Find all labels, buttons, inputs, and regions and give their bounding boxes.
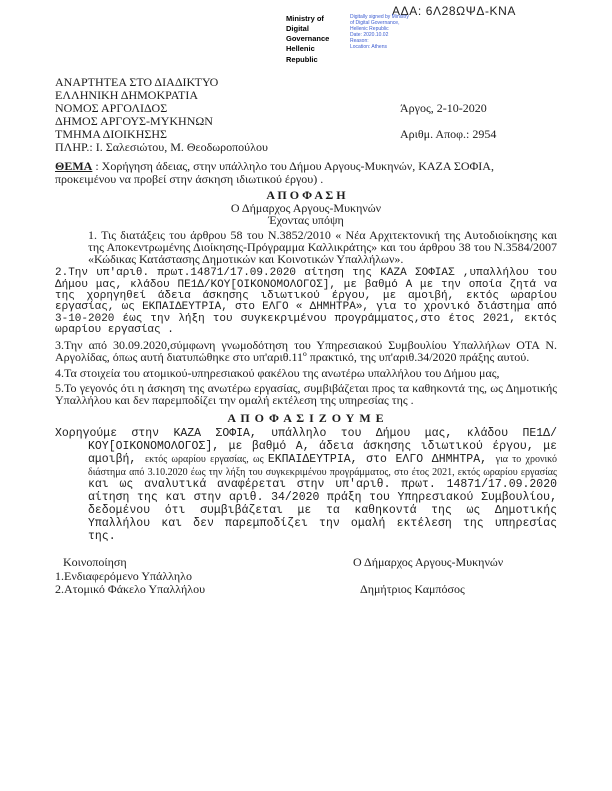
ministry-stamp-text [286,14,344,65]
resolution-segment: και ως αναλυτικά αναφέρεται στην υπ'αριθ. πρωτ. 14871/17.09.2020 αίτηση της και στην αριθ. 34/2020 πράξη του Υπηρεσιακού Συμβουλίου, δεδομένου ότι συμβιβάζεται με τα καθηκοντά της ως Δημοτικής Υπαλλήλου και δεν παρεμποδίζει την ομαλή εκτέλεση της υπηρεσίας της. [88,478,557,543]
subject-text: : Χορήγηση άδειας, στην υπάλληλο του Δήμου Αργους-Μυκηνών, ΚΑΖΑ ΣΟΦΙΑ, προκειμένου να προβεί στην άσκηση ιδιωτικού έργου) . [55,159,494,186]
footer-block [55,556,557,597]
signature-line: of Digital Governance, [350,20,400,27]
resolution-heading: Α Π Ο Φ Α Σ Ι Ζ Ο Υ Μ Ε [227,410,385,425]
subject-label: ΘΕΜΑ [55,159,93,173]
signature-line: Date: 2020.10.02 [350,32,389,39]
mayor-signature-title: Ο Δήμαρχος Αργους-Μυκηνών [353,555,504,570]
city-date: Άργος, 2-10-2020 [400,101,487,115]
consideration-item-5: 5.Το γεγονός ότι η άσκηση της ανωτέρω εργασίας, συμβιβάζεται προς τα καθηκοντά της, ως Δημοτικής Υπαλλήλου και δεν παρεμποδίζει την ομαλή εκτέλεση της υπηρεσίας της . [55,381,557,408]
resolution-segment-small: για το χρονικό διάστημα από 3.10.2020 έως την λήξη του συγκεκριμένου προγράμματος, στο έτος 2021, εκτός ωραρίου εργασίας [88,453,557,478]
consideration-item-3: 3.Την από 30.09.2020,σύμφωνη γνωμοδότηση του Υπηρεσιακού Συμβουλίου Υπαλλήλων ΟΤΑ Ν. Αργολίδας, όπως αυτή διατυπώθηκε στο υπ'αριθ.11º πρακτικό, της υπ'αριθ.34/2020 πράξης αυτού. [55,338,557,365]
document-content [55,76,557,597]
resolution-paragraph [55,428,557,543]
signature-line: Location: Athens [350,44,387,51]
consideration-item-1: 1. Τις διατάξεις του άρθρου 58 του Ν.3852/2010 « Νέα Αρχιτεκτονική της Αυτοδιοίκησης και της Αποκεντρωμένης Διοίκησης-Πρόγραμμα Καλλικράτης» και του άρθρου 38 του Ν.3584/2007 «Κώδικας Κατάστασης Δημοτικών και Κοινοτικών Υπαλλήλων». [88,227,557,267]
ministry-line: Hellenic Republic [286,44,318,64]
footer-row-2 [55,570,557,584]
mayor-heading: Ο Δήμαρχος Αργους-Μυκηνών [230,200,382,215]
notify-recipient-1: 1.Ενδιαφερόμενο Υπάλληλο [55,568,192,583]
signature-line: Reason: [350,38,369,45]
footer-row-1 [55,556,557,570]
header-info-contacts [55,141,557,154]
digital-signature-stamp [286,14,442,65]
republic-text: ΕΛΛΗΝΙΚΗ ΔΗΜΟΚΡΑΤΙΑ [55,88,199,102]
anartitea-text: ΑΝΑΡΤΗΤΕΑ ΣΤΟ ΔΙΑΔΙΚΤΥΟ [55,75,219,89]
mayor-signature-name: Δημήτριος Καμπόσος [360,582,465,597]
subject-paragraph [55,160,557,185]
resolution-segment: ΕΚΠΑΙΔΕΥΤΡΙΑ, στο ΕΛΓΟ ΔΗΜΗΤΡΑ, [267,452,496,466]
decision-title: Α Π Ο Φ Α Σ Η [266,188,346,202]
resolution-segment: Χορηγούμε στην ΚΑΖΑ ΣΟΦΙΑ, υπάλληλο του Δήμου μας, κλάδου ΠΕ1Δ/ΚΟΥ[ΟΙΚΟΝΟΜΟΛΟΓΟΣ], με βαθμό Α, άδεια άσκησης ιδιωτικού έργου, με αμοιβή, [55,427,557,466]
ada-number: ΑΔΑ: 6Λ28ΩΨΔ-ΚΝΑ [392,4,517,18]
consideration-item-2: 2.Την υπ'αριθ. πρωτ.14871/17.09.2020 αίτηση της ΚΑΖΑ ΣΟΦΙΑΣ ,υπαλλήλου του Δήμου μας, κλάδου ΠΕ1Δ/ΚΟΥ[ΟΙΚΟΝΟΜΟΛΟΓΟΣ], με βαθμό Α με την οποία ζητά να της χορηγηθεί άδεια άσκησης ιδιωτικού έργου, με αμοιβή, εκτός ωραρίου εργασίας, ως ΕΚΠΑΙΔΕΥΤΡΙΑ, στο ΕΛΓΟ « ΔΗΜΗΤΡΑ», για το χρονικό διάστημα από 3-10-2020 έως την λήξη του συγκεκριμένου προγράμματος,στο έτος 2021, εκτός ωραρίου εργασίας . [55,267,557,336]
footer-row-3 [55,583,557,597]
resolution-segment-small: εκτός ωραρίου εργασίας, ως [144,453,268,465]
ministry-line: Governance [286,34,330,44]
notification-label: Κοινοποίηση [63,555,127,570]
ministry-line: Ministry of Digital [286,14,324,34]
having-regard-heading: Έχοντας υπόψη [268,213,344,227]
signature-details-text [350,14,442,51]
municipality-text: ΔΗΜΟΣ ΑΡΓΟΥΣ-ΜΥΚΗΝΩΝ [55,114,213,128]
consideration-item-4: 4.Τα στοιχεία του ατομικού-υπηρεσιακού φακέλου της ανωτέρω υπαλλήλου του Δήμου μας, [55,365,500,380]
notify-recipient-2: 2.Ατομικό Φάκελο Υπαλλήλου [55,582,206,597]
department-text: ΤΜΗΜΑ ΔΙΟΙΚΗΣΗΣ [55,127,168,141]
signature-line: Hellenic Republic [350,26,389,33]
prefecture-text: ΝΟΜΟΣ ΑΡΓΟΛΙΔΟΣ [55,101,168,115]
signature-line: Digitally signed by Ministry [350,14,409,20]
info-contacts-text: ΠΛΗΡ.: Ι. Σαλεσιώτου, Μ. Θεοδωροπούλου [55,140,268,154]
decision-number: Αριθμ. Αποφ.: 2954 [400,127,497,141]
